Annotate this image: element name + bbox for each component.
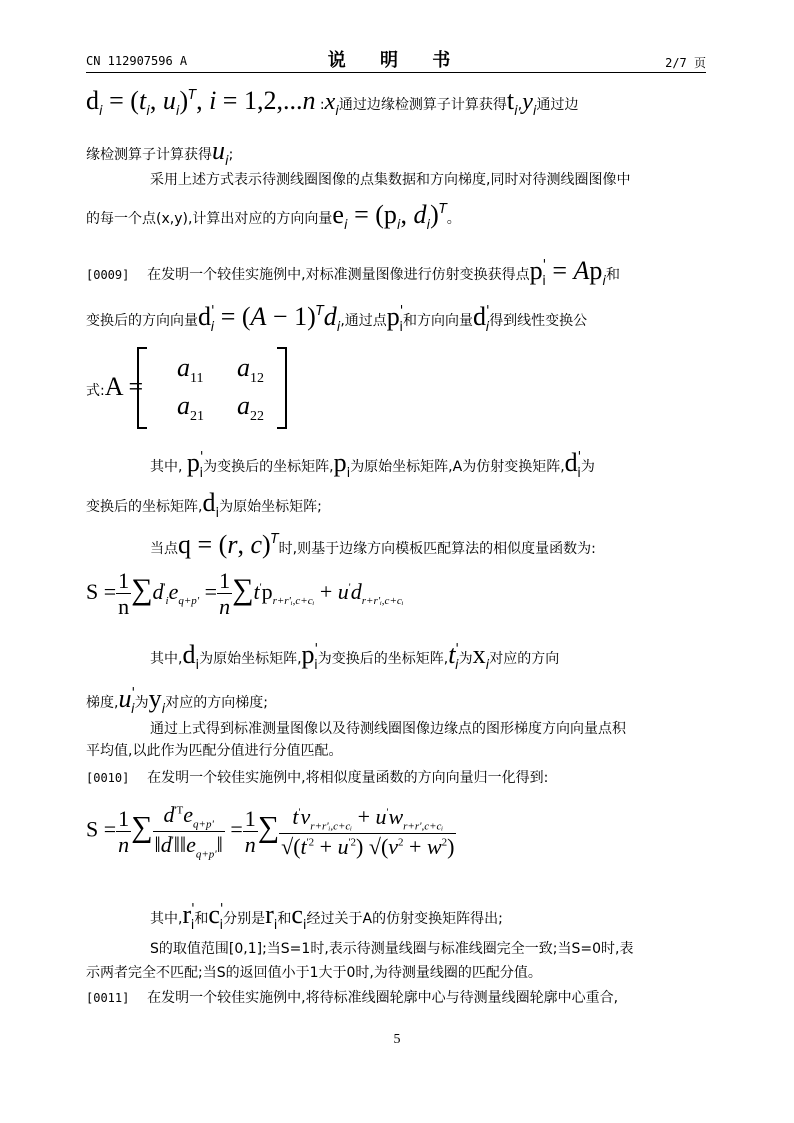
similarity-formula: S = $\frac{1}{n}$ $\sum d'_ie_{q+p'}$ = $\frac{1}{n}$ $\sum t'p_{r+r'ᵢ,c+cᵢ} + u'd_{r+r'ᵢ,c+cᵢ}$ xyxy=(86,568,404,620)
affine-matrix: $a_{11}$ $a_{12}$ $a_{21}$ $a_{22}$ xyxy=(137,347,287,427)
text-line: 其中,r'i和c'i分别是ri和ci经过关于A的仿射变换矩阵得出; xyxy=(150,900,503,933)
text-line: 缘检测算子计算获得ui; xyxy=(86,136,234,169)
text-line: 式:A = xyxy=(86,372,144,401)
text-line: 当点q = (r, c)T时,则基于边缘方向模板匹配算法的相似度量函数为: xyxy=(150,530,596,559)
document-title: 说 明 书 xyxy=(327,50,465,71)
page-number: 5 xyxy=(393,1032,401,1047)
patent-number: CN 112907596 A xyxy=(86,54,188,68)
paragraph-0010: [0010] 在发明一个较佳实施例中,将相似度量函数的方向向量归一化得到: xyxy=(86,770,549,786)
text-line: 梯度,u'i为yi对应的方向梯度; xyxy=(86,684,268,717)
normalized-similarity-formula: S = $\frac{1}{n}$ ∑ $\frac{d^{'T}e_{q+p'}}{‖d'‖‖e_{q+p'}‖}$ = $\frac{1}{n}$ ∑ $\frac{t'v_{r+r'ᵢ,c+cᵢ} + u'w_{r+r',c+cᵢ}}{√(t^{'2} + u^{'2}) √(v^2 + w^2)}$ xyxy=(86,802,455,861)
text-line: 变换后的坐标矩阵,di为原始坐标矩阵; xyxy=(86,488,322,521)
page-header xyxy=(86,46,706,73)
text-line: S的取值范围[0,1];当S=1时,表示待测量线圈与标准线圈完全一致;当S=0时,表 xyxy=(150,941,634,957)
paragraph-0011: [0011] 在发明一个较佳实施例中,将待标准线圈轮廓中心与待测量线圈轮廓中心重合, xyxy=(86,990,619,1006)
paragraph-0009: [0009] 在发明一个较佳实施例中,对标准测量图像进行仿射变换获得点p'i = Api和 xyxy=(86,256,621,289)
text-line: 通过上式得到标准测量图像以及待测线圈图像边缘点的图形梯度方向向量点积 xyxy=(150,721,626,737)
text-line: 的每一个点(x,y),计算出对应的方向向量ei = (pi, di)T。 xyxy=(86,200,461,233)
text-line: 示两者完全不匹配;当S的返回值小于1大于0时,为待测量线圈的匹配分值。 xyxy=(86,965,542,981)
text-line: 其中, p'i为变换后的坐标矩阵,pi为原始坐标矩阵,A为仿射变换矩阵,d'i为 xyxy=(150,448,595,481)
text-line: 采用上述方式表示待测线圈图像的点集数据和方向梯度,同时对待测线圈图像中 xyxy=(150,172,631,188)
text-line: 变换后的方向向量d'i = (A − 1)Tdi,通过点p'i和方向向量d'i得到线性变换公 xyxy=(86,302,588,335)
text-line: 平均值,以此作为匹配分值进行分值匹配。 xyxy=(86,743,343,759)
formula-line-di: di = (ti, ui)T, i = 1,2,...n :xi通过边缘检测算子计算获得ti,yi通过边 xyxy=(86,86,579,119)
text-line: 其中,di为原始坐标矩阵,p'i为变换后的坐标矩阵,t'i为xi对应的方向 xyxy=(150,640,560,673)
page-count: 2/7 页 xyxy=(665,56,706,70)
